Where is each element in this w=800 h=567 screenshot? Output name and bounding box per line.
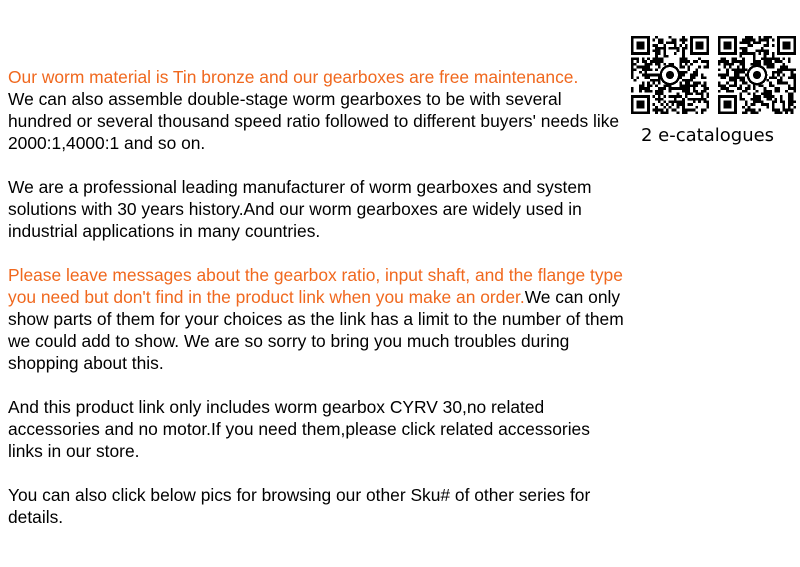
- highlight-text: Our worm material is Tin bronze and our gearboxes are free maintenance.: [8, 67, 579, 87]
- paragraph-text: And this product link only includes worm gearbox CYRV 30,no related accessories and no motor.If you need them,please click related accessories links in our store.: [8, 397, 590, 461]
- paragraph-text: We are a professional leading manufacturer of worm gearboxes and system solutions with 30 years history.And our worm gearboxes are widely used in industrial applications in many countries.: [8, 177, 592, 241]
- qr-code-icon[interactable]: [631, 36, 709, 114]
- description-text: [8, 66, 628, 550]
- paragraph-manufacturer: [8, 176, 628, 242]
- paragraph-material: [8, 66, 628, 154]
- paragraph-text: We can only show parts of them for your choices as the link has a limit to the number of them we could add to show. We are so sorry to bring you much troubles during shopping about this.: [8, 287, 624, 373]
- paragraph-product-link: [8, 396, 628, 462]
- paragraph-browse: [8, 484, 628, 528]
- highlight-text: Please leave messages about the gearbox ratio, input shaft, and the flange type you need but don't find in the product link when you make an order.: [8, 265, 623, 307]
- paragraph-messages: [8, 264, 628, 374]
- qr-code-icon[interactable]: [718, 36, 796, 114]
- paragraph-text: You can also click below pics for browsing our other Sku# of other series for details.: [8, 485, 591, 527]
- paragraph-text: We can also assemble double-stage worm gearboxes to be with several hundred or several thousand speed ratio followed to different buyers' needs like 2000:1,4000:1 and so on.: [8, 89, 620, 153]
- qr-caption: 2 e-catalogues: [641, 125, 775, 146]
